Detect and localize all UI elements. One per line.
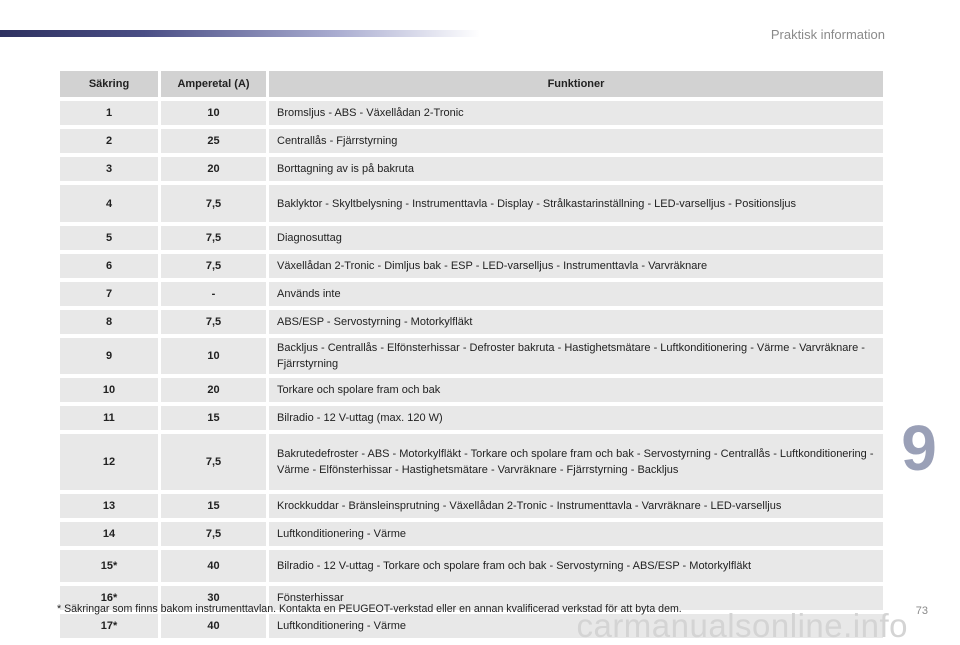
table-row [60, 434, 883, 490]
functions-cell: Luftkonditionering - Värme [269, 614, 883, 638]
functions-cell: Bilradio - 12 V-uttag - Torkare och spolare fram och bak - Servostyrning - ABS/ESP - Motorkylfläkt [269, 550, 883, 582]
fuse-number-cell: 7 [60, 282, 158, 306]
functions-cell: Backljus - Centrallås - Elfönsterhissar - Defroster bakruta - Hastighetsmätare - Luftkonditionering - Värme - Varvräknare - Fjärrstyrning [269, 338, 883, 374]
functions-cell: Växellådan 2-Tronic - Dimljus bak - ESP - LED-varselljus - Instrumenttavla - Varvräknare [269, 254, 883, 278]
functions-cell: Fönsterhissar [269, 586, 883, 610]
amperage-cell: 7,5 [161, 310, 266, 334]
page-number: 73 [915, 605, 928, 617]
amperage-cell: 10 [161, 338, 266, 374]
table-row [60, 494, 883, 518]
functions-cell: Används inte [269, 282, 883, 306]
amperage-cell: 40 [161, 550, 266, 582]
watermark: carmanualsonline.info [576, 607, 908, 644]
functions-cell: Bromsljus - ABS - Växellådan 2-Tronic [269, 101, 883, 125]
table-row [60, 129, 883, 153]
amperage-cell: 40 [161, 614, 266, 638]
fuse-number-cell: 3 [60, 157, 158, 181]
fuse-number-cell: 11 [60, 406, 158, 430]
header-gradient-bar [0, 30, 480, 37]
amperage-cell: 15 [161, 406, 266, 430]
functions-cell: Bilradio - 12 V-uttag (max. 120 W) [269, 406, 883, 430]
fuse-number-cell: 2 [60, 129, 158, 153]
column-header-functions: Funktioner [269, 71, 883, 97]
table-row [60, 226, 883, 250]
column-header-fuse: Säkring [60, 71, 158, 97]
fuse-table [57, 67, 886, 642]
amperage-cell: 7,5 [161, 254, 266, 278]
functions-cell: Luftkonditionering - Värme [269, 522, 883, 546]
table-row [60, 310, 883, 334]
column-header-amperage: Amperetal (A) [161, 71, 266, 97]
functions-cell: Krockkuddar - Bränsleinsprutning - Växellådan 2-Tronic - Instrumenttavla - Varvräknare - LED-varselljus [269, 494, 883, 518]
amperage-cell: 15 [161, 494, 266, 518]
fuse-number-cell: 17* [60, 614, 158, 638]
functions-cell: Diagnosuttag [269, 226, 883, 250]
table-row [60, 157, 883, 181]
amperage-cell: 7,5 [161, 226, 266, 250]
table-row [60, 254, 883, 278]
table-row [60, 522, 883, 546]
functions-cell: Bakrutedefroster - ABS - Motorkylfläkt - Torkare och spolare fram och bak - Servostyrning - Centrallås - Luftkonditionering - Värme - Elfönsterhissar - Hastighetsmätare - Varvräknare - Fjärrstyrning - Backljus [269, 434, 883, 490]
fuse-number-cell: 8 [60, 310, 158, 334]
table-header-row [60, 71, 883, 97]
table-row [60, 378, 883, 402]
functions-cell: Baklyktor - Skyltbelysning - Instrumenttavla - Display - Strålkastarinställning - LED-varselljus - Positionsljus [269, 185, 883, 222]
fuse-table-body [60, 101, 883, 638]
fuse-number-cell: 9 [60, 338, 158, 374]
fuse-number-cell: 5 [60, 226, 158, 250]
fuse-number-cell: 14 [60, 522, 158, 546]
functions-cell: Torkare och spolare fram och bak [269, 378, 883, 402]
amperage-cell: 7,5 [161, 434, 266, 490]
fuse-number-cell: 15* [60, 550, 158, 582]
table-row [60, 338, 883, 374]
amperage-cell: 25 [161, 129, 266, 153]
chapter-number: 9 [901, 412, 937, 484]
table-row [60, 282, 883, 306]
fuse-number-cell: 1 [60, 101, 158, 125]
footnote: * Säkringar som finns bakom instrumenttavlan. Kontakta en PEUGEOT-verkstad eller en annan kvalificerad verkstad för att byta dem. [57, 603, 682, 615]
fuse-number-cell: 10 [60, 378, 158, 402]
table-row [60, 185, 883, 222]
fuse-number-cell: 6 [60, 254, 158, 278]
functions-cell: ABS/ESP - Servostyrning - Motorkylfläkt [269, 310, 883, 334]
functions-cell: Centrallås - Fjärrstyrning [269, 129, 883, 153]
section-title: Praktisk information [770, 27, 885, 42]
amperage-cell: 20 [161, 378, 266, 402]
table-row [60, 406, 883, 430]
fuse-number-cell: 12 [60, 434, 158, 490]
fuse-number-cell: 13 [60, 494, 158, 518]
fuse-number-cell: 4 [60, 185, 158, 222]
amperage-cell: 30 [161, 586, 266, 610]
amperage-cell: 7,5 [161, 185, 266, 222]
amperage-cell: 20 [161, 157, 266, 181]
amperage-cell: 10 [161, 101, 266, 125]
amperage-cell: - [161, 282, 266, 306]
fuse-number-cell: 16* [60, 586, 158, 610]
amperage-cell: 7,5 [161, 522, 266, 546]
functions-cell: Borttagning av is på bakruta [269, 157, 883, 181]
table-row [60, 550, 883, 582]
table-row [60, 101, 883, 125]
